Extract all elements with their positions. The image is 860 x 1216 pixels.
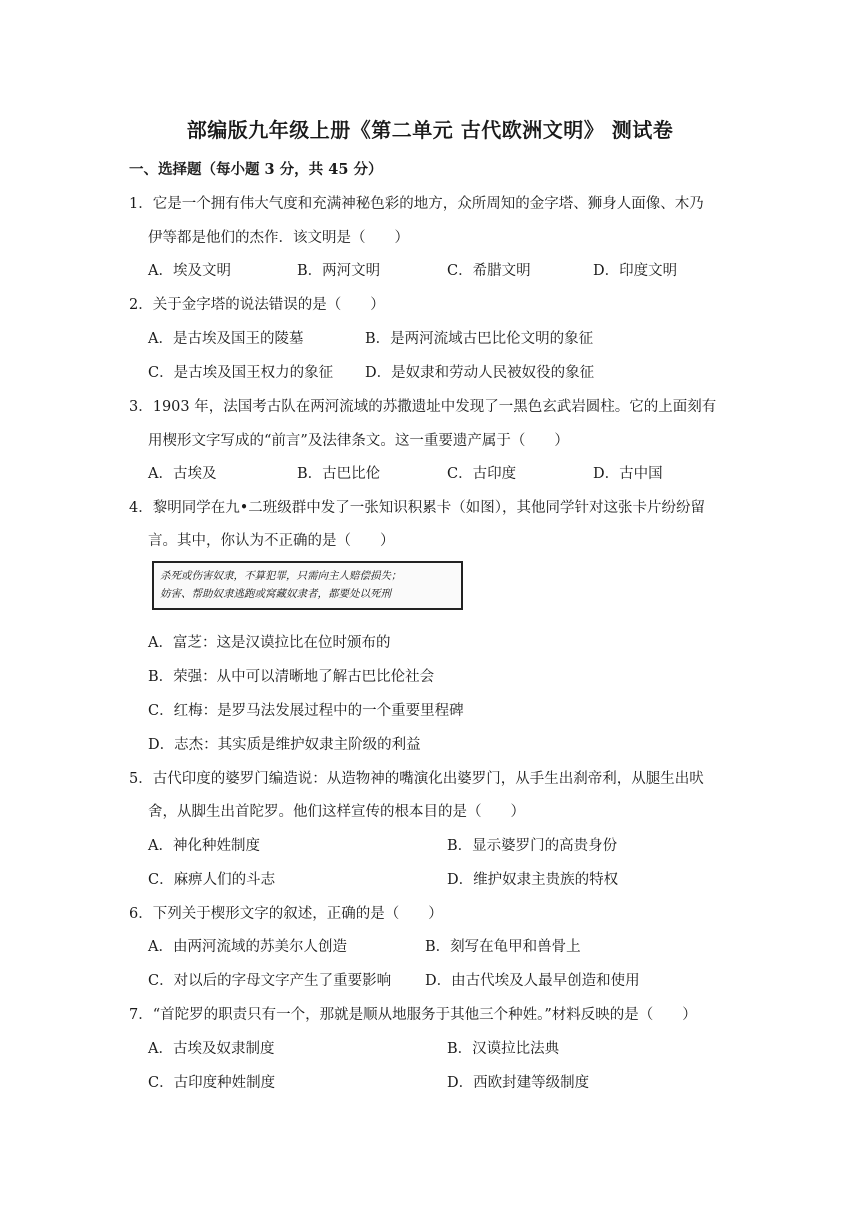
question-1-text-line-1: 1．它是一个拥有伟大气度和充满神秘色彩的地方，众所周知的金字塔、狮身人面像、木乃	[129, 196, 704, 212]
knowledge-card-image	[152, 561, 463, 610]
section-heading: 一、选择题（每小题 3 分，共 45 分）	[129, 161, 383, 178]
question-6-option-c: C．对以后的字母文字产生了重要影响	[148, 973, 392, 989]
question-3-option-d: D．古中国	[593, 466, 663, 482]
question-6-option-a: A．由两河流域的苏美尔人创造	[148, 939, 347, 955]
question-7-text: 7．“首陀罗的职责只有一个，那就是顺从地服务于其他三个种姓。”材料反映的是（ ）	[129, 1007, 697, 1023]
card-line-2: 妨害、帮助奴隶逃跑或窝藏奴隶者，都要处以死刑	[160, 588, 391, 600]
question-2-option-b: B．是两河流域古巴比伦文明的象征	[365, 331, 594, 347]
question-5-text-line-2: 舍，从脚生出首陀罗。他们这样宣传的根本目的是（ ）	[148, 804, 525, 820]
question-2-option-c: C．是古埃及国王权力的象征	[148, 365, 334, 381]
question-7-option-a: A．古埃及奴隶制度	[148, 1041, 275, 1057]
question-4-option-b: B．荣强：从中可以清晰地了解古巴比伦社会	[148, 669, 435, 685]
question-4-option-d: D．志杰：其实质是维护奴隶主阶级的利益	[148, 737, 421, 753]
question-1-option-a: A．埃及文明	[148, 263, 231, 279]
question-2-text: 2．关于金字塔的说法错误的是（ ）	[129, 297, 385, 313]
question-7-option-b: B．汉谟拉比法典	[447, 1041, 560, 1057]
card-line-1: 杀死或伤害奴隶，不算犯罪，只需向主人赔偿损失；	[160, 570, 402, 582]
question-4-text-line-2: 言。其中，你认为不正确的是（ ）	[148, 533, 395, 549]
question-3-text-line-2: 用楔形文字写成的“前言”及法律条文。这一重要遗产属于（ ）	[148, 433, 569, 449]
question-2-option-d: D．是奴隶和劳动人民被奴役的象征	[365, 365, 595, 381]
question-7-option-c: C．古印度种姓制度	[148, 1075, 276, 1091]
question-7-option-d: D．西欧封建等级制度	[447, 1075, 590, 1091]
question-5-option-c: C．麻痹人们的斗志	[148, 872, 276, 888]
question-6-text: 6．下列关于楔形文字的叙述，正确的是（ ）	[129, 906, 443, 922]
question-2-option-a: A．是古埃及国王的陵墓	[148, 331, 304, 347]
page-title: 部编版九年级上册《第二单元 古代欧洲文明》 测试卷	[186, 118, 674, 142]
question-3-option-b: B．古巴比伦	[297, 466, 381, 482]
question-6-option-b: B．刻写在龟甲和兽骨上	[425, 939, 581, 955]
question-1-option-d: D．印度文明	[593, 263, 678, 279]
question-5-option-a: A．神化种姓制度	[148, 838, 260, 854]
question-1-text-line-2: 伊等都是他们的杰作．该文明是（ ）	[148, 230, 409, 246]
question-4-text-line-1: 4．黎明同学在九•二班级群中发了一张知识积累卡（如图），其他同学针对这张卡片纷纷留	[129, 500, 706, 516]
question-1-option-c: C．希腊文明	[447, 263, 531, 279]
question-5-text-line-1: 5．古代印度的婆罗门编造说：从造物神的嘴演化出婆罗门，从手生出刹帝利，从腿生出吠	[129, 771, 704, 787]
question-5-option-d: D．维护奴隶主贵族的特权	[447, 872, 619, 888]
question-6-option-d: D．由古代埃及人最早创造和使用	[425, 973, 640, 989]
question-3-option-a: A．古埃及	[148, 466, 217, 482]
question-3-text-line-1: 3．1903 年，法国考古队在两河流域的苏撒遗址中发现了一黑色玄武岩圆柱。它的上面刻有	[129, 399, 717, 415]
question-4-option-a: A．富芝：这是汉谟拉比在位时颁布的	[148, 635, 391, 651]
question-5-option-b: B．显示婆罗门的高贵身份	[447, 838, 618, 854]
question-4-option-c: C．红梅：是罗马法发展过程中的一个重要里程碑	[148, 703, 464, 719]
question-3-option-c: C．古印度	[447, 466, 517, 482]
question-1-option-b: B．两河文明	[297, 263, 381, 279]
